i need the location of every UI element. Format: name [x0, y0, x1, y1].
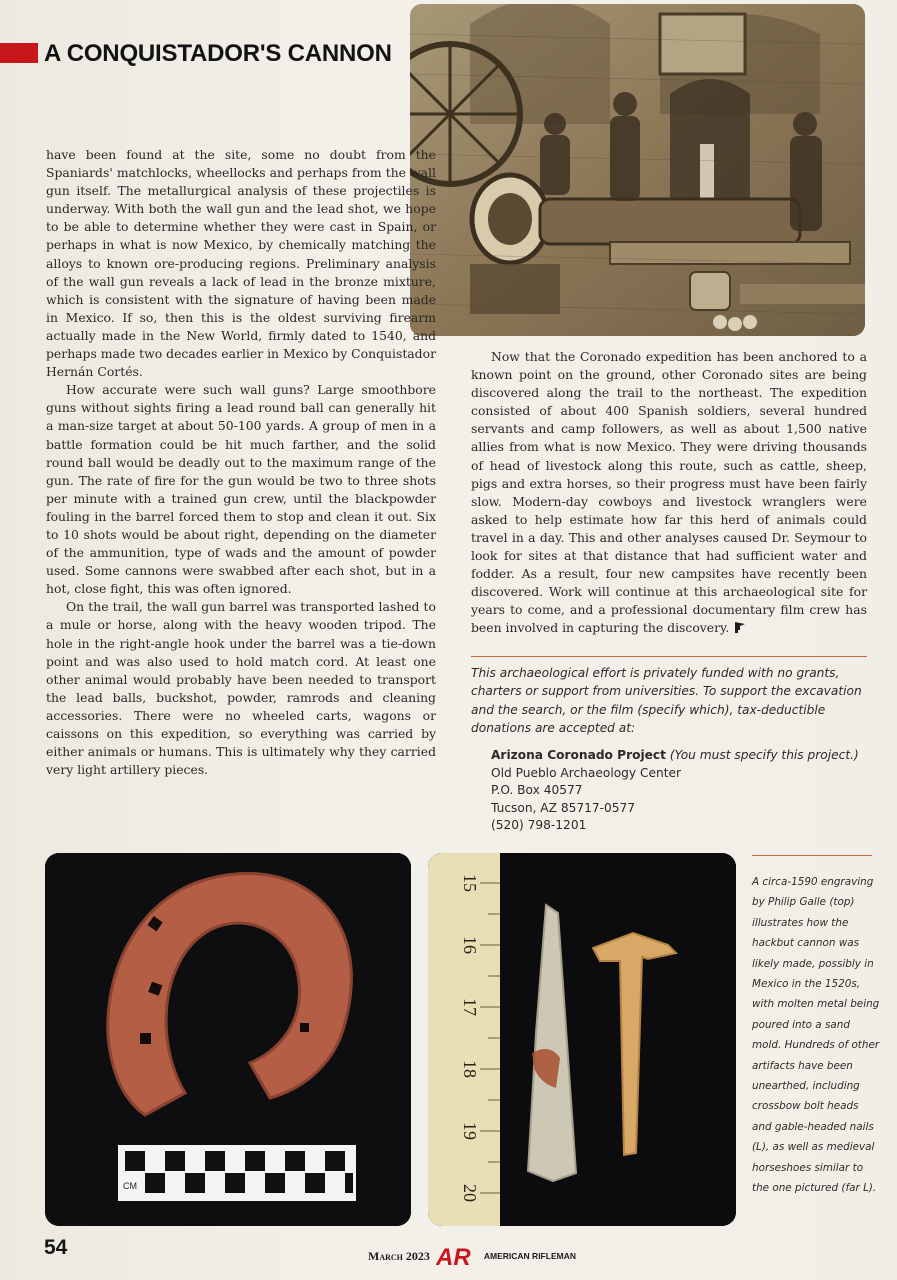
article-column-right: [471, 348, 867, 638]
section-divider: [471, 656, 867, 657]
address-line: P.O. Box 40577: [491, 783, 583, 798]
article-title: A CONQUISTADOR'S CANNON: [44, 40, 392, 67]
scale-bar-label: CM: [123, 1181, 137, 1191]
artifacts-photo: [428, 853, 736, 1226]
ar-logo-icon: [436, 1244, 478, 1268]
title-accent-bar: [0, 43, 38, 63]
ruler-number: 20: [460, 1184, 480, 1202]
ruler-number: 15: [460, 874, 480, 892]
org-name: Arizona Coronado Project: [491, 748, 666, 762]
org-note: (You must specify this project.): [669, 748, 859, 762]
article-paragraph: [471, 348, 867, 638]
address-line: Tucson, AZ 85717-0577: [491, 800, 636, 815]
page-number: 54: [44, 1236, 68, 1259]
ruler-number: 16: [460, 936, 480, 954]
horseshoe-image: [45, 853, 411, 1226]
ruler-number: 19: [460, 1122, 480, 1140]
phone-number: (520) 798-1201: [491, 818, 587, 833]
engraving-illustration: [410, 4, 865, 336]
article-paragraph: How accurate were such wall guns? Large smoothbore guns without sights firing a lead round ball can generally hit a man-size target at about 50-100 yards. A group of men in a battle formation could be hit much farther, and the solid round ball would be deadly out to the maximum range of the gun. The rate of fire for the gun would be two to three shots per minute with a trained gun crew, until the blackpowder fouling in the barrel forced them to stop and clean it out. Six to 10 shots would be about right, depending on the diameter of the ammunition, type of wads and the amount of powder used. Some cannons were swabbed after each shot, but in a hot, close fight, this was often ignored.: [46, 382, 436, 597]
donation-address: [491, 747, 881, 835]
caption-divider: [752, 855, 872, 856]
artifacts-image: [428, 853, 736, 1226]
article-paragraph: have been found at the site, some no doubt from the Spaniards' matchlocks, wheellocks and perhaps from the wall gun itself. The metallurgical analysis of these projectiles is underway. With both the wall gun and the lead shot, we hope to be able to determine whether they were cast in Spain, or perhaps in what is now Mexico, by chemically matching the alloys to known ore-producing regions. Preliminary analysis of the wall gun reveals a lack of lead in the bronze mixture, which is consistent with the signature of having been made in Mexico. If so, then this is the oldest surviving firearm actually made in the New World, firmly dated to 1540, and perhaps made two decades earlier in Mexico by Conquistador Hernán Cortés.: [46, 147, 436, 380]
page-footer: [368, 1243, 576, 1269]
article-paragraph-text: Now that the Coronado expedition has been anchored to a known point on the ground, other Coronado sites are being discovered along the trail to the northeast. The expedition consisted of about 400 Spanish soldiers, several hundred servants and camp followers, as well as about 1,500 native allies from what is now Mexico. They were driving thousands of head of livestock along this route, such as cattle, sheep, pigs and extra horses, so their progress must have been fairly slow. Modern-day cowboys and livestock wranglers were asked to help estimate how far this herd of animals could travel in a day. This and other analyses caused Dr. Seymour to look for sites at that distance that had sufficient water and fodder. As a result, four new campsites have recently been discovered. Work will continue at this archaeological site for years to come, and a professional documentary film crew has been involved in capturing the discovery.: [471, 349, 867, 636]
ruler-number: 18: [460, 1060, 480, 1078]
ar-logo-text: AR: [435, 1244, 471, 1268]
magazine-name: AMERICAN RIFLEMAN: [483, 1251, 576, 1261]
engraving-art: [410, 4, 865, 336]
horseshoe-photo: [45, 853, 411, 1226]
donation-appeal: This archaeological effort is privately funded with no grants, charters or support from universities. To support the excavation and the search, or the film (specify which), tax-deductible donations are accepted at:: [471, 666, 862, 736]
article-column-left: [46, 146, 436, 779]
end-of-article-icon: [733, 620, 747, 634]
ruler-number: 17: [460, 998, 480, 1016]
issue-date: March 2023: [368, 1248, 430, 1263]
address-org-line: [491, 747, 881, 765]
article-paragraph: On the trail, the wall gun barrel was transported lashed to a mule or horse, along with the heavy wooden tripod. The hole in the right-angle hook under the barrel was a tie-down point and was also used to hold match cord. At least one other animal would probably have been needed to transport the lead balls, buckshot, powder, ramrods and cleaning accessories. There were no wheeled carts, wagons or caissons on this expedition, so everything was carried by either animals or humans. This is ultimately why they carried very light artillery pieces.: [46, 599, 436, 778]
photo-caption: A circa-1590 engraving by Philip Galle (top) illustrates how the hackbut cannon was likely made, possibly in Mexico in the 1520s, with molten metal being poured into a sand mold. Hundreds of other artifacts have been unearthed, including crossbow bolt heads and gable-headed nails (L), as well as medieval horseshoes similar to the one pictured (far L).: [752, 876, 880, 1195]
address-line: Old Pueblo Archaeology Center: [491, 765, 682, 780]
